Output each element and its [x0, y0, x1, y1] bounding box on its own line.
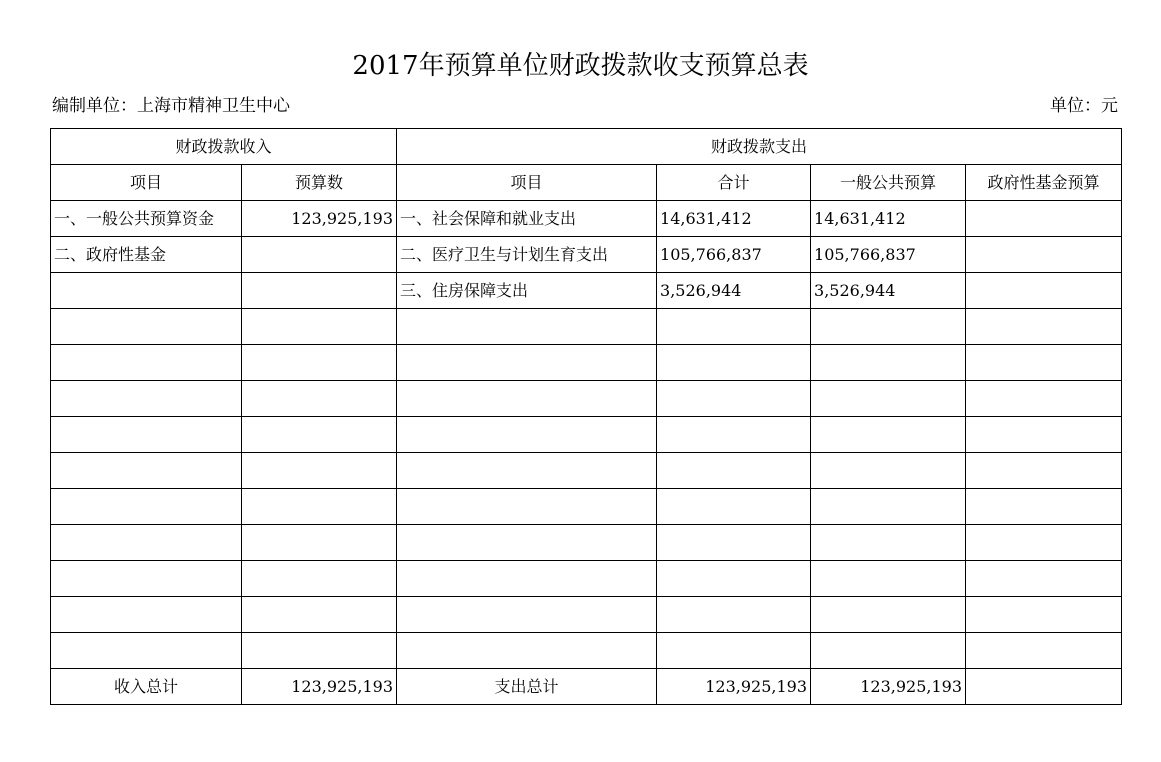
general-budget-cell: 14,631,412 — [811, 201, 966, 237]
expense-group-header: 财政拨款支出 — [397, 129, 1122, 165]
table-row — [51, 201, 1122, 237]
income-budget-cell — [242, 309, 397, 345]
income-budget-cell — [242, 561, 397, 597]
expense-total-cell — [657, 525, 811, 561]
table-row — [51, 453, 1122, 489]
income-budget-cell — [242, 633, 397, 669]
column-header-income-item: 项目 — [51, 165, 242, 201]
fund-budget-cell — [966, 273, 1122, 309]
fund-budget-cell — [966, 489, 1122, 525]
general-budget-cell — [811, 381, 966, 417]
income-item-cell — [51, 381, 242, 417]
expense-total-cell: 14,631,412 — [657, 201, 811, 237]
table-row — [51, 489, 1122, 525]
fund-budget-cell — [966, 561, 1122, 597]
income-budget-cell: 123,925,193 — [242, 201, 397, 237]
income-item-cell: 二、政府性基金 — [51, 237, 242, 273]
total-income-budget-cell: 123,925,193 — [242, 669, 397, 705]
expense-item-cell — [397, 417, 657, 453]
column-header-general-budget: 一般公共预算 — [811, 165, 966, 201]
page-title: 2017年预算单位财政拨款收支预算总表 — [352, 51, 809, 81]
table-row — [51, 525, 1122, 561]
expense-item-cell: 一、社会保障和就业支出 — [397, 201, 657, 237]
expense-total-cell — [657, 381, 811, 417]
totals-row — [51, 669, 1122, 705]
table-row — [51, 597, 1122, 633]
column-header-expense-item: 项目 — [397, 165, 657, 201]
expense-item-cell — [397, 489, 657, 525]
income-item-cell — [51, 309, 242, 345]
total-general-budget-cell: 123,925,193 — [811, 669, 966, 705]
fund-budget-cell — [966, 633, 1122, 669]
expense-total-cell — [657, 309, 811, 345]
total-fund-budget-cell — [966, 669, 1122, 705]
income-item-cell — [51, 561, 242, 597]
expense-item-cell — [397, 381, 657, 417]
income-item-cell — [51, 489, 242, 525]
income-item-cell — [51, 417, 242, 453]
expense-total-cell: 105,766,837 — [657, 237, 811, 273]
table-row — [51, 417, 1122, 453]
income-budget-cell — [242, 381, 397, 417]
income-budget-cell — [242, 489, 397, 525]
table-row — [51, 561, 1122, 597]
general-budget-cell — [811, 489, 966, 525]
org-label: 编制单位：上海市精神卫生中心 — [52, 96, 290, 116]
fund-budget-cell — [966, 201, 1122, 237]
expense-item-cell — [397, 597, 657, 633]
fund-budget-cell — [966, 417, 1122, 453]
expense-total-cell — [657, 633, 811, 669]
expense-item-cell — [397, 633, 657, 669]
column-header-row — [51, 165, 1122, 201]
fund-budget-cell — [966, 345, 1122, 381]
fund-budget-cell — [966, 597, 1122, 633]
column-header-total: 合计 — [657, 165, 811, 201]
income-item-cell — [51, 633, 242, 669]
income-budget-cell — [242, 273, 397, 309]
expense-item-cell — [397, 309, 657, 345]
income-item-cell — [51, 453, 242, 489]
fund-budget-cell — [966, 309, 1122, 345]
income-budget-cell — [242, 417, 397, 453]
income-budget-cell — [242, 345, 397, 381]
table-row — [51, 309, 1122, 345]
expense-item-cell: 二、医疗卫生与计划生育支出 — [397, 237, 657, 273]
table-row — [51, 345, 1122, 381]
income-item-cell — [51, 273, 242, 309]
expense-total-cell — [657, 417, 811, 453]
income-item-cell: 一、一般公共预算资金 — [51, 201, 242, 237]
income-budget-cell — [242, 453, 397, 489]
general-budget-cell — [811, 453, 966, 489]
expense-item-cell — [397, 561, 657, 597]
income-budget-cell — [242, 525, 397, 561]
expense-total-cell: 3,526,944 — [657, 273, 811, 309]
income-budget-cell — [242, 237, 397, 273]
income-item-cell — [51, 525, 242, 561]
income-item-cell — [51, 345, 242, 381]
income-budget-cell — [242, 597, 397, 633]
income-group-header: 财政拨款收入 — [51, 129, 397, 165]
fund-budget-cell — [966, 381, 1122, 417]
expense-total-cell — [657, 453, 811, 489]
column-header-fund-budget: 政府性基金预算 — [966, 165, 1122, 201]
general-budget-cell — [811, 309, 966, 345]
expense-total-cell — [657, 489, 811, 525]
expense-total-cell — [657, 597, 811, 633]
fund-budget-cell — [966, 525, 1122, 561]
general-budget-cell: 105,766,837 — [811, 237, 966, 273]
table-row — [51, 237, 1122, 273]
total-income-item-cell: 收入总计 — [51, 669, 242, 705]
expense-total-cell — [657, 561, 811, 597]
general-budget-cell — [811, 345, 966, 381]
total-expense-total-cell: 123,925,193 — [657, 669, 811, 705]
expense-item-cell — [397, 345, 657, 381]
table-row — [51, 273, 1122, 309]
expense-item-cell — [397, 525, 657, 561]
general-budget-cell — [811, 525, 966, 561]
general-budget-cell — [811, 597, 966, 633]
general-budget-cell — [811, 417, 966, 453]
general-budget-cell: 3,526,944 — [811, 273, 966, 309]
budget-table — [50, 128, 1122, 705]
fund-budget-cell — [966, 453, 1122, 489]
general-budget-cell — [811, 561, 966, 597]
expense-total-cell — [657, 345, 811, 381]
expense-item-cell — [397, 453, 657, 489]
table-row — [51, 633, 1122, 669]
table-row — [51, 381, 1122, 417]
total-expense-item-cell: 支出总计 — [397, 669, 657, 705]
general-budget-cell — [811, 633, 966, 669]
column-header-income-budget: 预算数 — [242, 165, 397, 201]
group-header-row — [51, 129, 1122, 165]
expense-item-cell: 三、住房保障支出 — [397, 273, 657, 309]
fund-budget-cell — [966, 237, 1122, 273]
unit-label: 单位：元 — [1050, 96, 1118, 116]
income-item-cell — [51, 597, 242, 633]
